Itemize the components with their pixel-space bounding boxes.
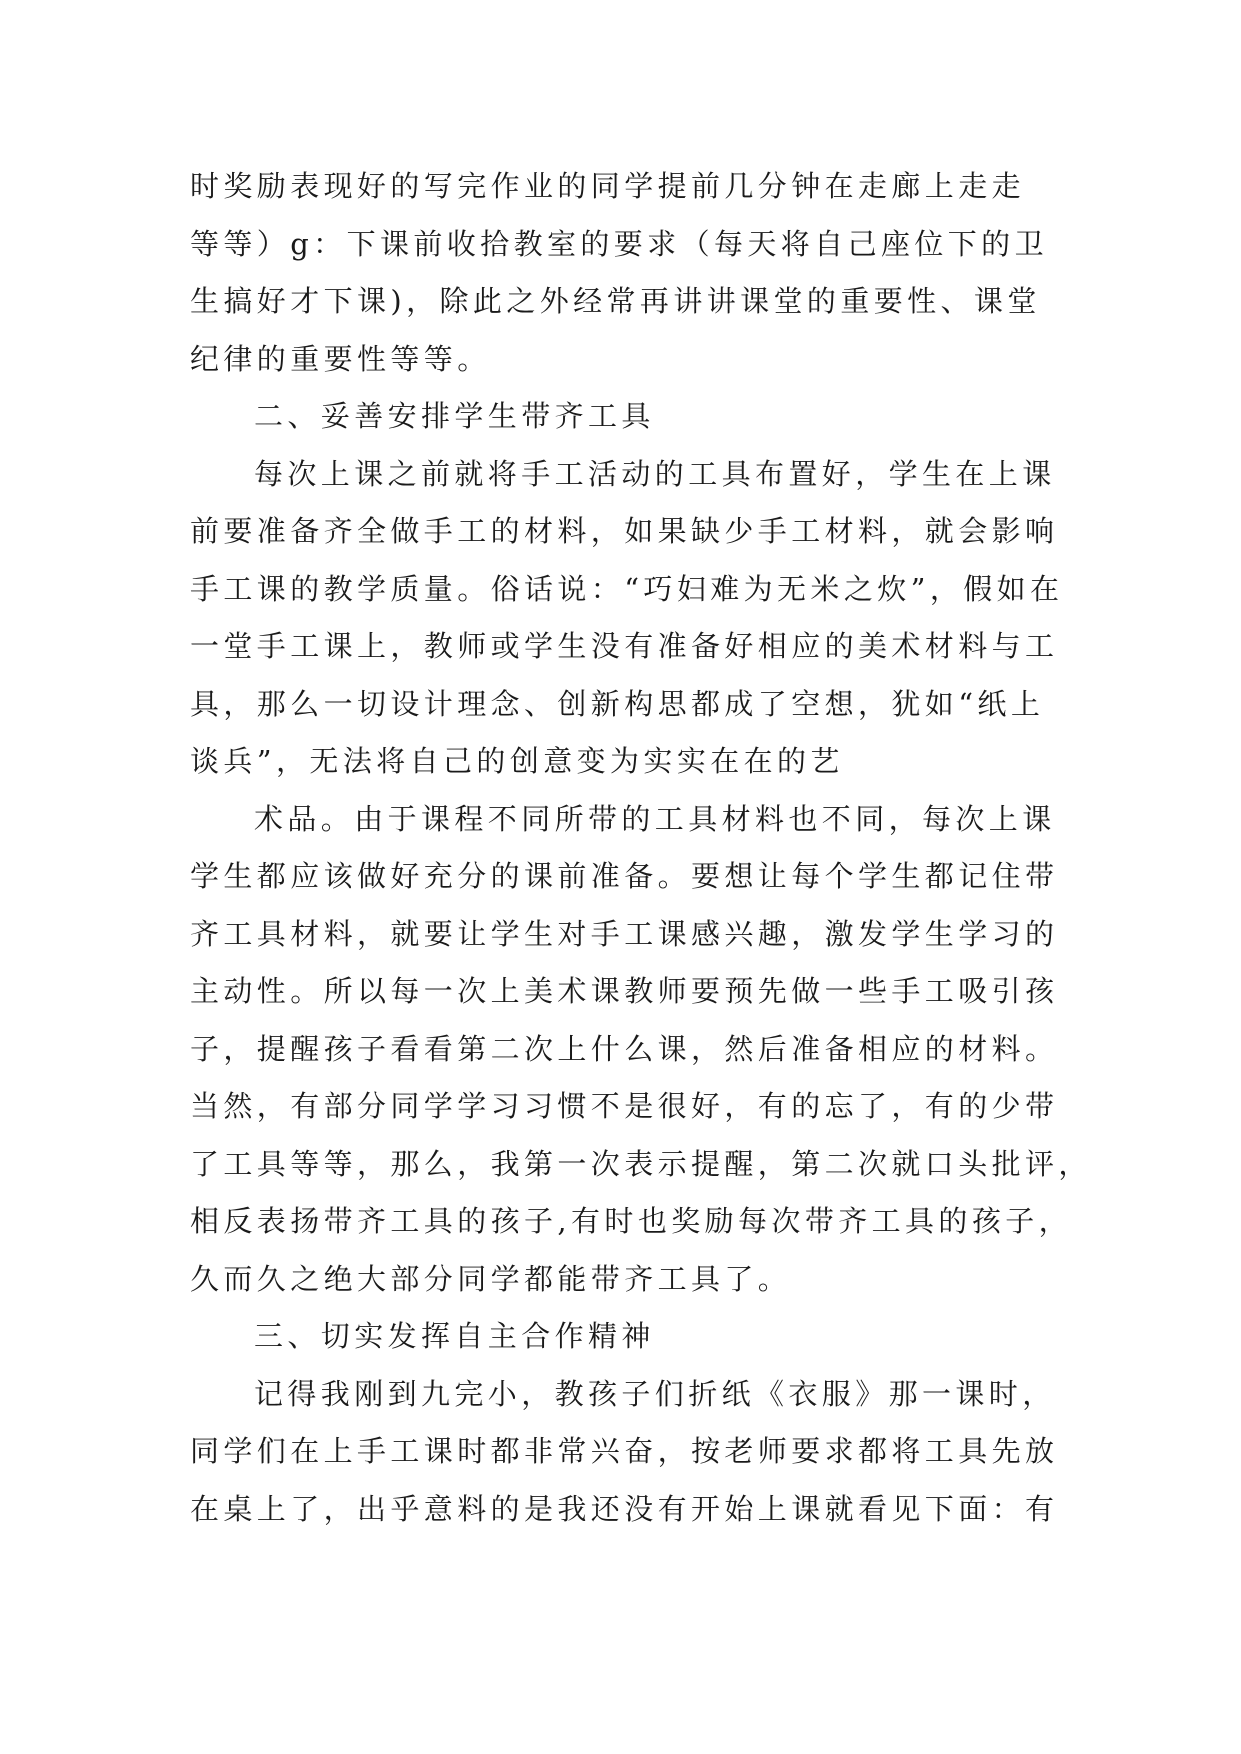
text-line: 前要准备齐全做手工的材料，如果缺少手工材料，就会影响 bbox=[190, 514, 1059, 548]
text-line: 同学们在上手工课时都非常兴奋，按老师要求都将工具先放 bbox=[190, 1434, 1059, 1468]
text-line: 生搞好才下课)，除此之外经常再讲讲课堂的重要性、课堂 bbox=[190, 284, 1041, 318]
text-line: 记得我刚到九完小，教孩子们折纸《衣服》那一课时， bbox=[254, 1376, 1056, 1411]
text-line: 一堂手工课上，教师或学生没有准备好相应的美术材料与工 bbox=[190, 629, 1059, 663]
text-line: 久而久之绝大部分同学都能带齐工具了。 bbox=[190, 1261, 792, 1296]
text-line: 学生都应该做好充分的课前准备。要想让每个学生都记住带 bbox=[190, 859, 1059, 893]
text-line: 当然，有部分同学学习习惯不是很好，有的忘了，有的少带 bbox=[190, 1089, 1059, 1123]
text-line: 谈兵”，无法将自己的创意变为实实在在的艺 bbox=[190, 744, 844, 778]
text-line: 齐工具材料，就要让学生对手工课感兴趣，激发学生学习的 bbox=[190, 916, 1059, 951]
document-body bbox=[190, 158, 1092, 1538]
text-line: 时奖励表现好的写完作业的同学提前几分钟在走廊上走走 bbox=[190, 169, 1026, 203]
text-line: 纪律的重要性等等。 bbox=[190, 341, 491, 376]
text-line: 等等）g：下课前收拾教室的要求（每天将自己座位下的卫 bbox=[190, 226, 1048, 261]
text-line: 相反表扬带齐工具的孩子,有时也奖励每次带齐工具的孩子， bbox=[190, 1204, 1073, 1238]
text-line: 手工课的教学质量。俗话说：“巧妇难为无米之炊”，假如在 bbox=[190, 571, 1064, 606]
text-line: 主动性。所以每一次上美术课教师要预先做一些手工吸引孩 bbox=[190, 974, 1059, 1008]
text-line: 子，提醒孩子看看第二次上什么课，然后准备相应的材料。 bbox=[190, 1031, 1059, 1066]
text-line: 具，那么一切设计理念、创新构思都成了空想，犹如“纸上 bbox=[190, 686, 1045, 721]
text-line: 在桌上了，出乎意料的是我还没有开始上课就看见下面：有 bbox=[190, 1491, 1059, 1526]
text-line: 三、切实发挥自主合作精神 bbox=[254, 1319, 655, 1353]
text-line: 二、妥善安排学生带齐工具 bbox=[254, 399, 655, 433]
text-line: 每次上课之前就将手工活动的工具布置好，学生在上课 bbox=[254, 456, 1056, 491]
text-line: 了工具等等，那么，我第一次表示提醒，第二次就口头批评， bbox=[190, 1146, 1092, 1181]
text-line: 术品。由于课程不同所带的工具材料也不同，每次上课 bbox=[254, 801, 1056, 836]
